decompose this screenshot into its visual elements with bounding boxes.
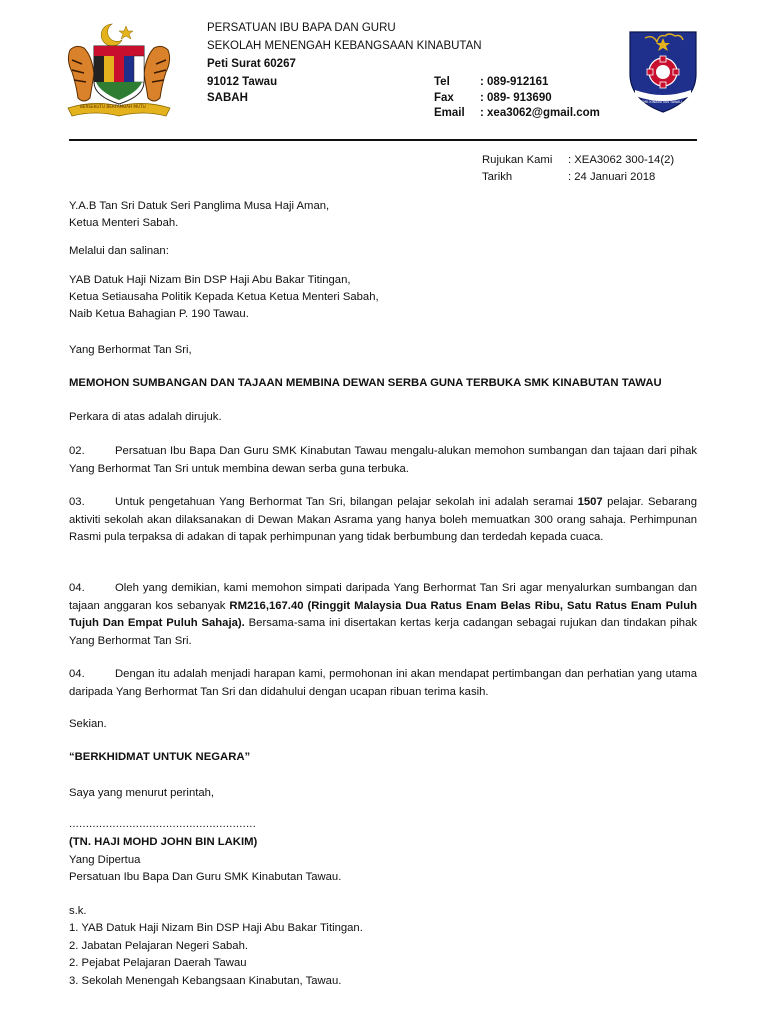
date-value: : 24 Januari 2018 — [568, 171, 656, 183]
crest-text: SMK KINABUTAN TAWAU — [641, 100, 682, 104]
address-line-3: SABAH — [207, 92, 248, 104]
sign-off: Saya yang menurut perintah, — [69, 787, 215, 799]
paragraph-04b — [69, 666, 697, 701]
paragraph-text: pelajar. Sebarang aktiviti sekolah akan dilaksanakan di Dewan Makan Asrama yang hanya boleh memuatkan 300 orang sahaja. Perhimpunan Rasmi pula terpaksa di adakan di tapak perhimpunan yang tidak berbumbung dan terdedah kepada cuaca. — [69, 496, 697, 544]
school-crest — [627, 28, 699, 116]
closing: Sekian. — [69, 718, 107, 730]
copy-item: 2. Pejabat Pelajaran Daerah Tawau — [69, 957, 247, 969]
address-line-2: 91012 Tawau — [207, 76, 278, 88]
signer-name: (TN. HAJI MOHD JOHN BIN LAKIM) — [69, 836, 258, 848]
recipient-line-2: Ketua Menteri Sabah. — [69, 217, 179, 229]
salutation: Yang Berhormat Tan Sri, — [69, 344, 192, 356]
email-value: : xea3062@gmail.com — [480, 107, 600, 119]
org-line-1: PERSATUAN IBU BAPA DAN GURU — [207, 22, 396, 34]
paragraph-number: 04. — [69, 582, 85, 594]
paragraph-text: Untuk pengetahuan Yang Berhormat Tan Sri, bilangan pelajar sekolah ini adalah seramai — [115, 496, 578, 508]
date-label: Tarikh — [482, 171, 513, 183]
motto: “BERKHIDMAT UNTUK NEGARA” — [69, 751, 251, 763]
signer-org: Persatuan Ibu Bapa Dan Guru SMK Kinabutan Tawau. — [69, 871, 342, 883]
header-divider — [69, 139, 697, 141]
subject-heading: MEMOHON SUMBANGAN DAN TAJAAN MEMBINA DEWAN SERBA GUNA TERBUKA SMK KINABUTAN TAWAU — [69, 377, 662, 389]
paragraph-03 — [69, 494, 697, 547]
cc-recipient-line-3: Naib Ketua Bahagian P. 190 Tawau. — [69, 308, 249, 320]
amount-requested: RM216,167.40 (Ringgit Malaysia Dua Ratus Enam Belas Ribu, Satu Ratus Enam Puluh Tujuh Dan Empat Puluh Sahaja). — [69, 599, 697, 630]
tel-label: Tel — [434, 76, 450, 88]
fax-value: : 089- 913690 — [480, 92, 552, 104]
address-line-1: Peti Surat 60267 — [207, 58, 296, 70]
paragraph-text: Oleh yang demikian, kami memohon simpati daripada Yang Berhormat Tan Sri agar menyalurkan sumbangan dan tajaan anggaran kos sebanyak — [69, 582, 697, 612]
paragraph-number: 02. — [69, 445, 85, 457]
tel-value: : 089-912161 — [480, 76, 549, 88]
org-line-2: SEKOLAH MENENGAH KEBANGSAAN KINABUTAN — [207, 40, 482, 52]
copy-item: 2. Jabatan Pelajaran Negeri Sabah. — [69, 940, 248, 952]
copies-label: s.k. — [69, 905, 87, 917]
fax-label: Fax — [434, 92, 454, 104]
signer-title: Yang Dipertua — [69, 854, 141, 866]
paragraph-number: 03. — [69, 496, 85, 508]
student-count: 1507 — [577, 496, 603, 508]
cc-recipient-line-2: Ketua Setiausaha Politik Kepada Ketua Ketua Menteri Sabah, — [69, 291, 379, 303]
paragraph-04a — [69, 580, 697, 650]
copy-item: 3. Sekolah Menengah Kebangsaan Kinabutan, Tawau. — [69, 975, 342, 987]
paragraph-text: Dengan itu adalah menjadi harapan kami, permohonan ini akan mendapat pertimbangan dan perhatian yang utama daripada Yang Berhormat Tan Sri dan didahului dengan ucapan ribuan terima kasih. — [69, 668, 697, 698]
signature-line: ........................................................ — [69, 818, 256, 830]
ref-label: Rujukan Kami — [482, 154, 553, 166]
coat-of-arms-emblem — [64, 20, 174, 126]
ref-value: : XEA3062 300-14(2) — [568, 154, 675, 166]
copy-item: 1. YAB Datuk Haji Nizam Bin DSP Haji Abu Bakar Titingan. — [69, 922, 363, 934]
emblem-scroll-text: BERSEKUTU BERTAMBAH MUTU — [80, 104, 146, 109]
reference-line: Perkara di atas adalah dirujuk. — [69, 411, 222, 423]
recipient-line-1: Y.A.B Tan Sri Datuk Seri Panglima Musa Haji Aman, — [69, 200, 330, 212]
paragraph-02 — [69, 443, 697, 478]
crest-year: 1978 — [657, 90, 670, 96]
cc-recipient-line-1: YAB Datuk Haji Nizam Bin DSP Haji Abu Bakar Titingan, — [69, 274, 351, 286]
paragraph-number: 04. — [69, 668, 85, 680]
cc-intro: Melalui dan salinan: — [69, 245, 169, 257]
paragraph-text: Bersama-sama ini disertakan kertas kerja cadangan sebagai rujukan dan tindakan pihak Yang Berhormat Tan Sri. — [69, 617, 697, 647]
paragraph-text: Persatuan Ibu Bapa Dan Guru SMK Kinabutan Tawau mengalu-alukan memohon sumbangan dan tajaan dari pihak Yang Berhormat Tan Sri untuk membina dewan serba guna terbuka. — [69, 445, 697, 475]
email-label: Email — [434, 107, 465, 119]
